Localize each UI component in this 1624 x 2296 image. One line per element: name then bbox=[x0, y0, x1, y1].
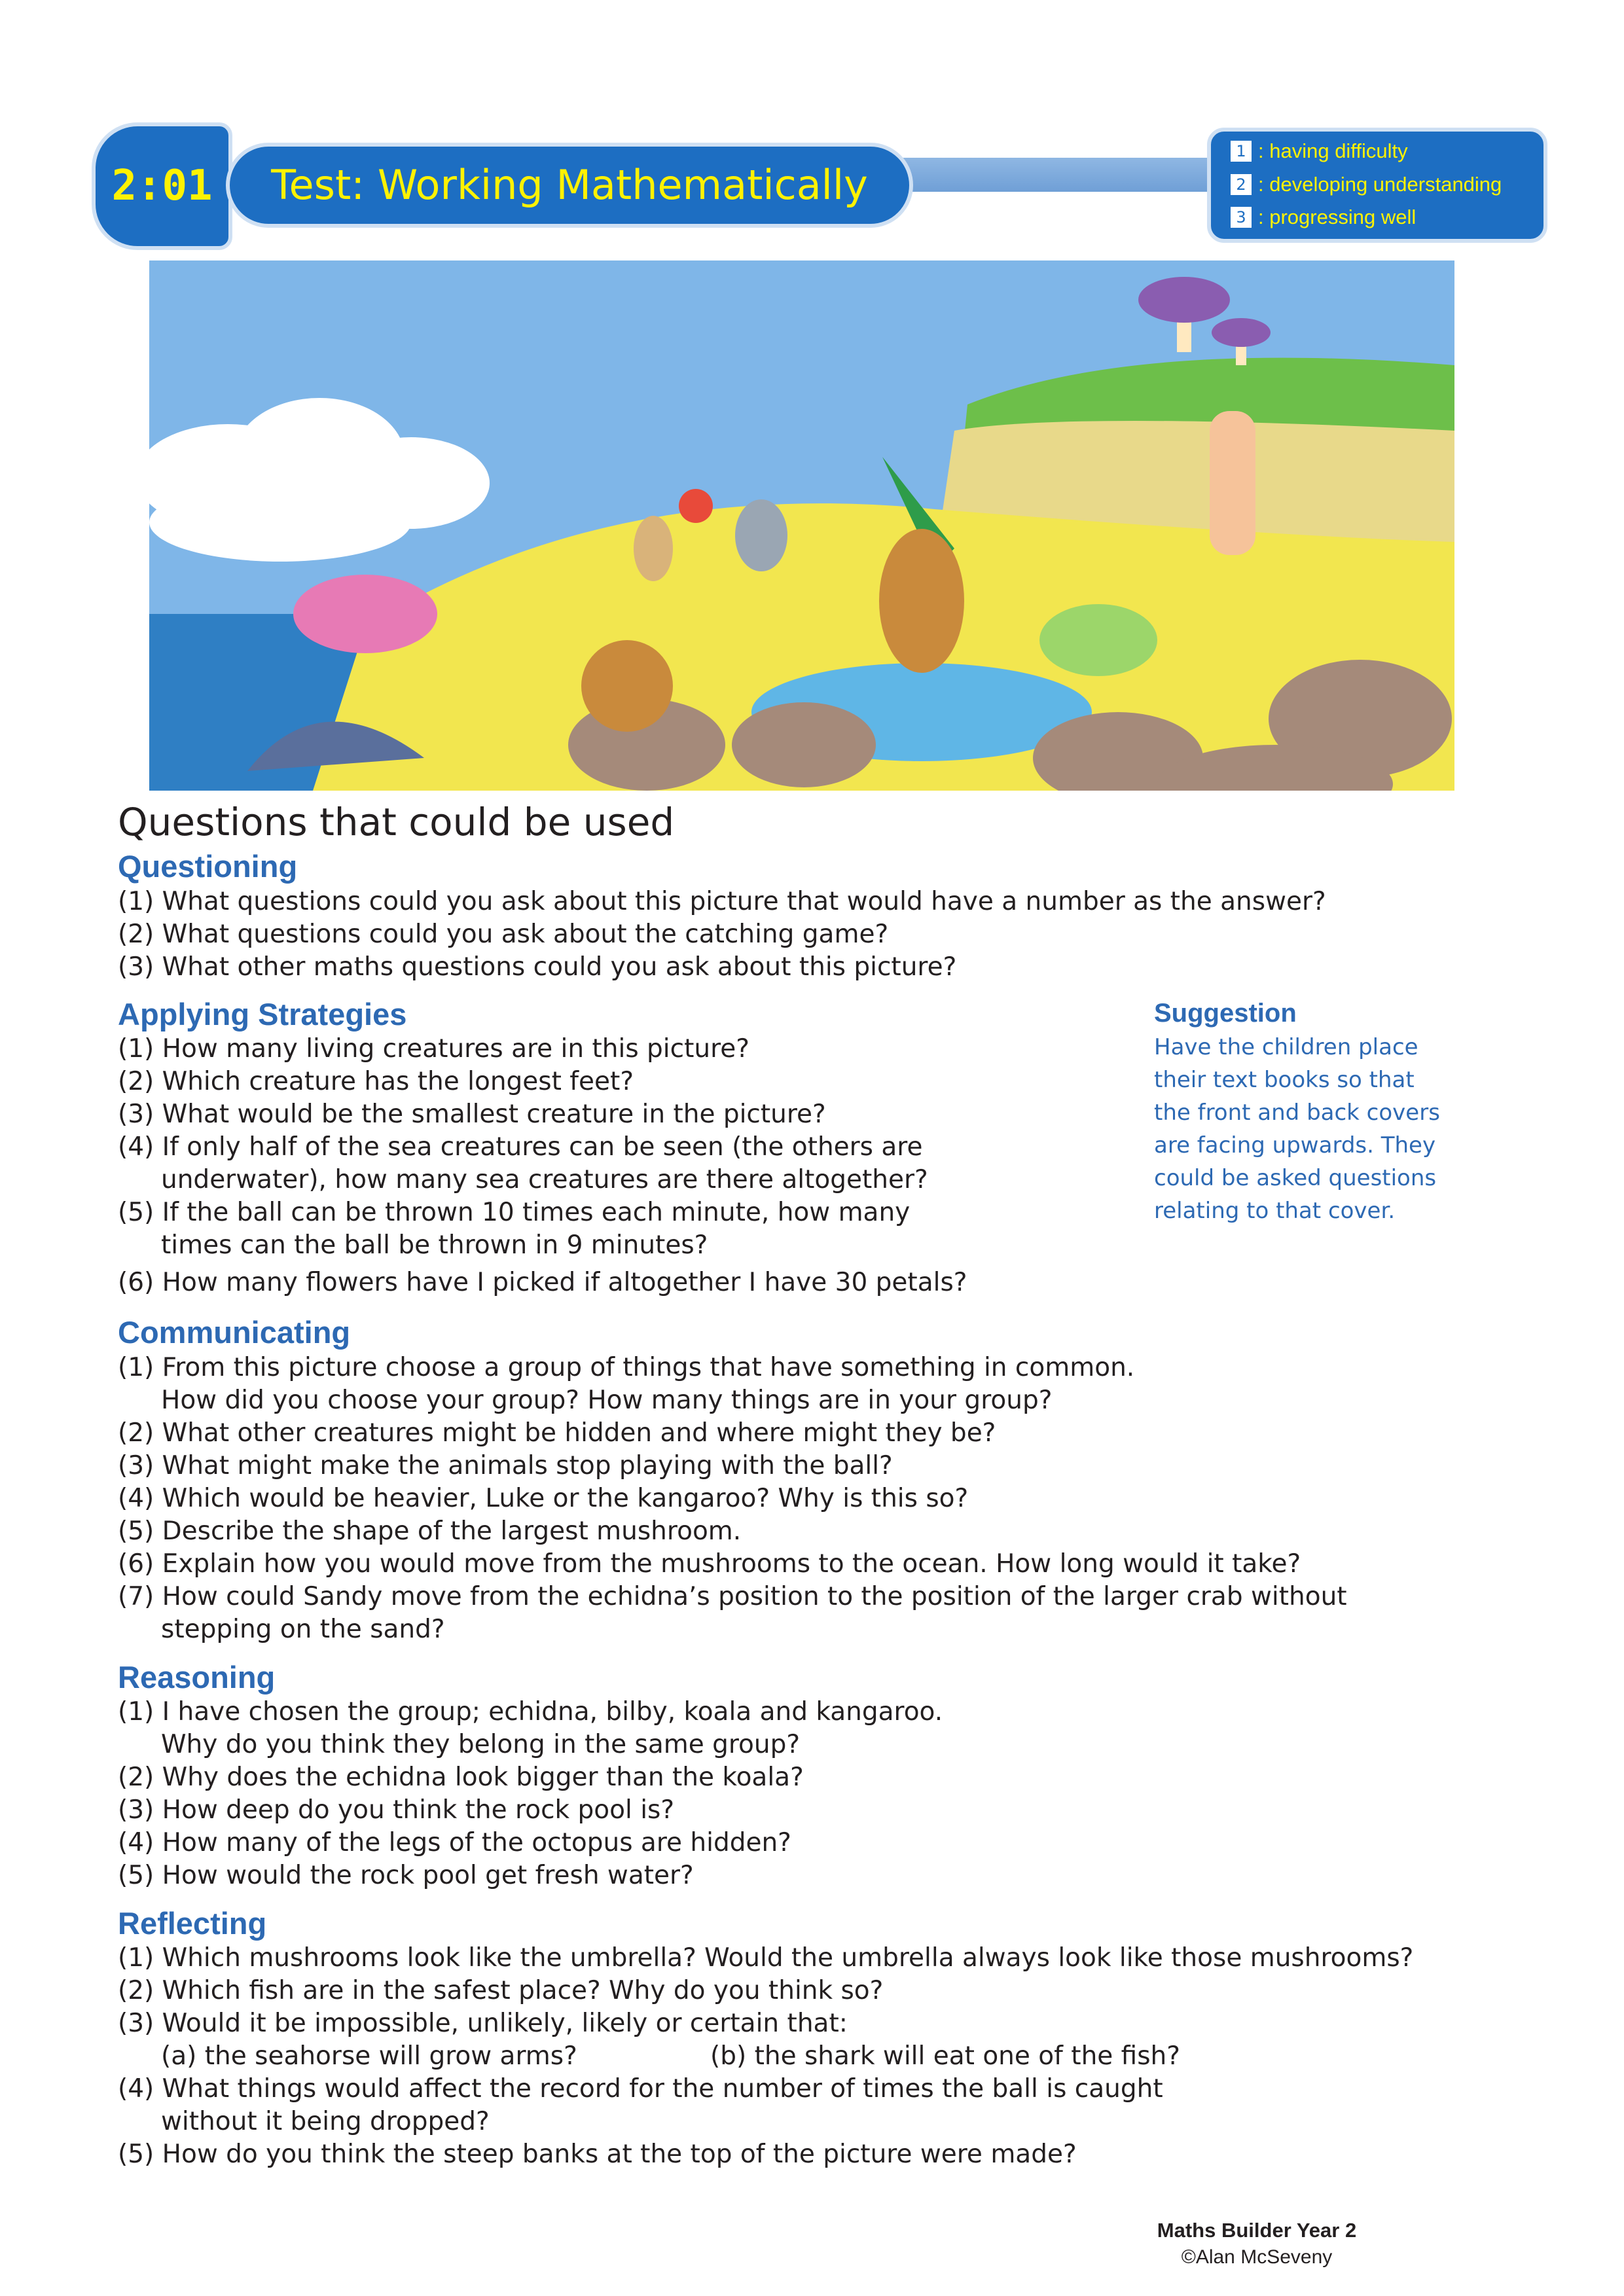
question-line: (5) How would the rock pool get fresh water? bbox=[118, 1861, 694, 1890]
question-line: (2) Which creature has the longest feet? bbox=[118, 1067, 634, 1096]
question-line: (2) What questions could you ask about the catching game? bbox=[118, 920, 889, 949]
suggestion-heading: Suggestion bbox=[1154, 999, 1297, 1028]
legend-number: 3 bbox=[1231, 207, 1252, 228]
legend-label: : having difficulty bbox=[1258, 139, 1408, 162]
echidna bbox=[581, 640, 673, 732]
question-line: (3) Would it be impossible, unlikely, likely or certain that: bbox=[118, 2009, 848, 2038]
question-line: (1) How many living creatures are in this picture? bbox=[118, 1034, 749, 1064]
footer-copyright: ©Alan McSeveny bbox=[1181, 2246, 1333, 2268]
question-line: (2) What other creatures might be hidden and where might they be? bbox=[118, 1418, 996, 1448]
suggestion-line: relating to that cover. bbox=[1154, 1198, 1396, 1224]
question-line: (4) What things would affect the record for the number of times the ball is caught bbox=[118, 2074, 1163, 2104]
section-title: Questions that could be used bbox=[118, 800, 675, 844]
question-subpart-b: (b) the shark will eat one of the fish? bbox=[710, 2041, 1180, 2071]
question-line: (6) How many flowers have I picked if altogether I have 30 petals? bbox=[118, 1268, 967, 1297]
header-band bbox=[897, 158, 1237, 192]
question-line: (5) How do you think the steep banks at the top of the picture were made? bbox=[118, 2140, 1077, 2169]
kangaroo bbox=[879, 529, 964, 673]
question-line: (5) If the ball can be thrown 10 times each minute, how many bbox=[118, 1198, 911, 1227]
legend-item-1 bbox=[1231, 138, 1408, 164]
heading-questioning: Questioning bbox=[118, 849, 298, 884]
suggestion-line: their text books so that bbox=[1154, 1067, 1415, 1093]
suggestion-line: Have the children place bbox=[1154, 1034, 1418, 1060]
question-line: (3) What might make the animals stop playing with the ball? bbox=[118, 1451, 893, 1480]
question-line: (4) Which would be heavier, Luke or the kangaroo? Why is this so? bbox=[118, 1484, 969, 1513]
question-line: (5) Describe the shape of the largest mushroom. bbox=[118, 1516, 742, 1546]
page-title: Test: Working Mathematically bbox=[271, 161, 868, 209]
question-line: (7) How could Sandy move from the echidna’s position to the position of the larger crab without bbox=[118, 1582, 1347, 1611]
question-line-continued: stepping on the sand? bbox=[161, 1615, 445, 1644]
heading-reasoning: Reasoning bbox=[118, 1660, 276, 1695]
legend-item-2 bbox=[1231, 171, 1502, 198]
question-line: (1) Which mushrooms look like the umbrella? Would the umbrella always look like those mushrooms? bbox=[118, 1943, 1414, 1973]
footer-book-title: Maths Builder Year 2 bbox=[1157, 2219, 1357, 2242]
question-line: (4) If only half of the sea creatures can be seen (the others are bbox=[118, 1132, 923, 1162]
bilby bbox=[634, 516, 673, 581]
koala bbox=[735, 499, 787, 571]
question-line: (1) What questions could you ask about this picture that would have a number as the answer? bbox=[118, 887, 1326, 916]
question-line: (4) How many of the legs of the octopus are hidden? bbox=[118, 1828, 791, 1857]
question-line: (3) How deep do you think the rock pool is? bbox=[118, 1795, 675, 1825]
question-line: (2) Which fish are in the safest place? Why do you think so? bbox=[118, 1976, 884, 2005]
question-line: (3) What other maths questions could you ask about this picture? bbox=[118, 952, 957, 982]
legend-item-3 bbox=[1231, 204, 1416, 230]
question-line: (1) I have chosen the group; echidna, bilby, koala and kangaroo. bbox=[118, 1697, 943, 1727]
question-line: (1) From this picture choose a group of things that have something in common. bbox=[118, 1353, 1135, 1382]
question-line-continued: times can the ball be thrown in 9 minutes? bbox=[161, 1230, 708, 1260]
legend-number: 1 bbox=[1231, 141, 1252, 162]
suggestion-line: the front and back covers bbox=[1154, 1100, 1440, 1126]
question-line: (6) Explain how you would move from the mushrooms to the ocean. How long would it take? bbox=[118, 1549, 1301, 1579]
question-line-continued: How did you choose your group? How many things are in your group? bbox=[161, 1386, 1053, 1415]
unit-number: 2:01 bbox=[111, 162, 213, 210]
question-line: (3) What would be the smallest creature in the picture? bbox=[118, 1100, 826, 1129]
boy bbox=[1210, 411, 1255, 555]
question-line-continued: underwater), how many sea creatures are there altogether? bbox=[161, 1165, 928, 1194]
beach-ball bbox=[679, 489, 713, 523]
heading-applying-strategies: Applying Strategies bbox=[118, 997, 407, 1031]
question-line-continued: without it being dropped? bbox=[161, 2107, 490, 2136]
question-line: (2) Why does the echidna look bigger than the koala? bbox=[118, 1763, 804, 1792]
fish-group bbox=[293, 575, 437, 653]
heading-reflecting: Reflecting bbox=[118, 1906, 267, 1941]
legend-label: : developing understanding bbox=[1258, 173, 1502, 196]
beach-illustration bbox=[149, 260, 1454, 791]
question-subpart-a: (a) the seahorse will grow arms? bbox=[161, 2041, 577, 2071]
legend-label: : progressing well bbox=[1258, 206, 1416, 228]
heading-communicating: Communicating bbox=[118, 1315, 351, 1350]
girl bbox=[1039, 604, 1157, 676]
question-line-continued: Why do you think they belong in the same group? bbox=[161, 1730, 801, 1759]
suggestion-line: are facing upwards. They bbox=[1154, 1132, 1436, 1158]
suggestion-line: could be asked questions bbox=[1154, 1165, 1437, 1191]
legend-number: 2 bbox=[1231, 174, 1252, 195]
